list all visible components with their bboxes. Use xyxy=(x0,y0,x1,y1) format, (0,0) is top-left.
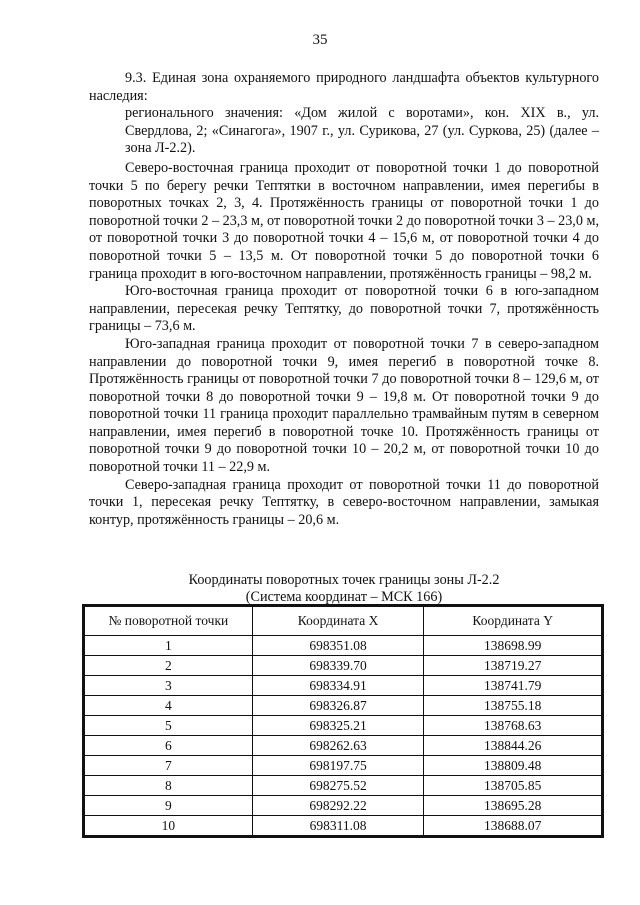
page-number: 35 xyxy=(312,32,328,48)
table-row xyxy=(85,696,602,716)
cell-coordinate-x: 698311.08 xyxy=(252,816,424,836)
table-header-row xyxy=(85,607,602,636)
cell-point-number: 7 xyxy=(85,756,253,776)
cell-coordinate-x: 698275.52 xyxy=(252,776,424,796)
southeast-boundary-paragraph: Юго-восточная граница проходит от поворотной точки 6 в юго-западном направлении, пересекая речку Тептятку, до поворотной точки 7, протяжённость границы – 73,6 м. xyxy=(89,283,599,335)
cell-coordinate-y: 138698.99 xyxy=(424,636,602,656)
cell-coordinate-x: 698326.87 xyxy=(252,696,424,716)
document-body xyxy=(89,70,599,529)
table-row xyxy=(85,716,602,736)
cell-point-number: 3 xyxy=(85,676,253,696)
cell-point-number: 4 xyxy=(85,696,253,716)
cell-coordinate-y: 138755.18 xyxy=(424,696,602,716)
northwest-boundary-paragraph: Северо-западная граница проходит от поворотной точки 11 до поворотной точки 1, пересекая речку Тептятку, в северо-восточном направлении, замыкая контур, протяжённость границы – 20,6 м. xyxy=(89,476,599,528)
table-row xyxy=(85,776,602,796)
cell-point-number: 10 xyxy=(85,816,253,836)
table-row xyxy=(85,796,602,816)
table-row xyxy=(85,756,602,776)
header-coordinate-y: Координата Y xyxy=(424,607,602,636)
cell-coordinate-y: 138809.48 xyxy=(424,756,602,776)
table-row xyxy=(85,736,602,756)
cell-coordinate-y: 138688.07 xyxy=(424,816,602,836)
cell-point-number: 8 xyxy=(85,776,253,796)
table-caption-subtitle: (Система координат – МСК 166) xyxy=(245,588,443,605)
header-coordinate-x: Координата X xyxy=(252,607,424,636)
cell-coordinate-x: 698262.63 xyxy=(252,736,424,756)
cell-coordinate-y: 138705.85 xyxy=(424,776,602,796)
table-row xyxy=(85,816,602,836)
cell-point-number: 5 xyxy=(85,716,253,736)
table-row xyxy=(85,636,602,656)
section-heading: 9.3. Единая зона охраняемого природного ландшафта объектов культурного наследия: xyxy=(89,70,599,104)
cell-coordinate-y: 138695.28 xyxy=(424,796,602,816)
objects-description: регионального значения: «Дом жилой с воротами», кон. XIX в., ул. Свердлова, 2; «Синагога», 1907 г., ул. Сурикова, 27 (ул. Суркова, 25) (далее – зона Л-2.2). xyxy=(125,105,599,157)
cell-coordinate-y: 138741.79 xyxy=(424,676,602,696)
cell-coordinate-x: 698339.70 xyxy=(252,656,424,676)
northeast-boundary-paragraph: Северо-восточная граница проходит от поворотной точки 1 до поворотной точки 5 по берегу речки Тептятки в восточном направлении, имея перегибы в поворотных точках 2, 3, 4. Протяжённость границы от поворотной точки 1 до поворотной точки 2 – 23,3 м, от поворотной точки 2 до поворотной точки 3 – 23,0 м, от поворотной точки 3 до поворотной точки 4 – 15,6 м, от поворотной точки 4 до поворотной точки 5 – 13,5 м. От поворотной точки 5 до поворотной точки 6 граница проходит в юго-восточном направлении, протяжённость границы – 98,2 м. xyxy=(89,159,600,282)
cell-point-number: 6 xyxy=(85,736,253,756)
cell-coordinate-y: 138844.26 xyxy=(424,736,602,756)
cell-coordinate-x: 698197.75 xyxy=(252,756,424,776)
cell-point-number: 1 xyxy=(85,636,253,656)
table-row xyxy=(85,656,602,676)
southwest-boundary-paragraph: Юго-западная граница проходит от поворотной точки 7 в северо-западном направлении до поворотной точки 9, имея перегиб в поворотной точке 8. Протяжённость границы от поворотной точки 7 до поворотной точки 8 – 129,6 м, от поворотной точки 8 до поворотной точки 9 – 19,8 м. От поворотной точки 9 до поворотной точки 11 граница проходит параллельно трамвайным путям в северном направлении, имея перегиб в поворотной точке 10. Протяжённость границы от поворотной точки 9 до поворотной точки 10 – 20,2 м, от поворотной точки 10 до поворотной точки 11 – 22,9 м. xyxy=(89,335,599,476)
cell-point-number: 2 xyxy=(85,656,253,676)
table-row xyxy=(85,676,602,696)
cell-coordinate-x: 698325.21 xyxy=(252,716,424,736)
cell-coordinate-y: 138768.63 xyxy=(424,716,602,736)
cell-coordinate-x: 698292.22 xyxy=(252,796,424,816)
cell-coordinate-x: 698334.91 xyxy=(252,676,424,696)
cell-coordinate-x: 698351.08 xyxy=(252,636,424,656)
table-caption-title: Координаты поворотных точек границы зоны Л-2.2 xyxy=(188,572,500,588)
cell-point-number: 9 xyxy=(85,796,253,816)
cell-coordinate-y: 138719.27 xyxy=(424,656,602,676)
coordinates-table xyxy=(84,606,602,836)
header-point-number: № поворотной точки xyxy=(85,607,253,636)
table-caption xyxy=(89,572,599,605)
